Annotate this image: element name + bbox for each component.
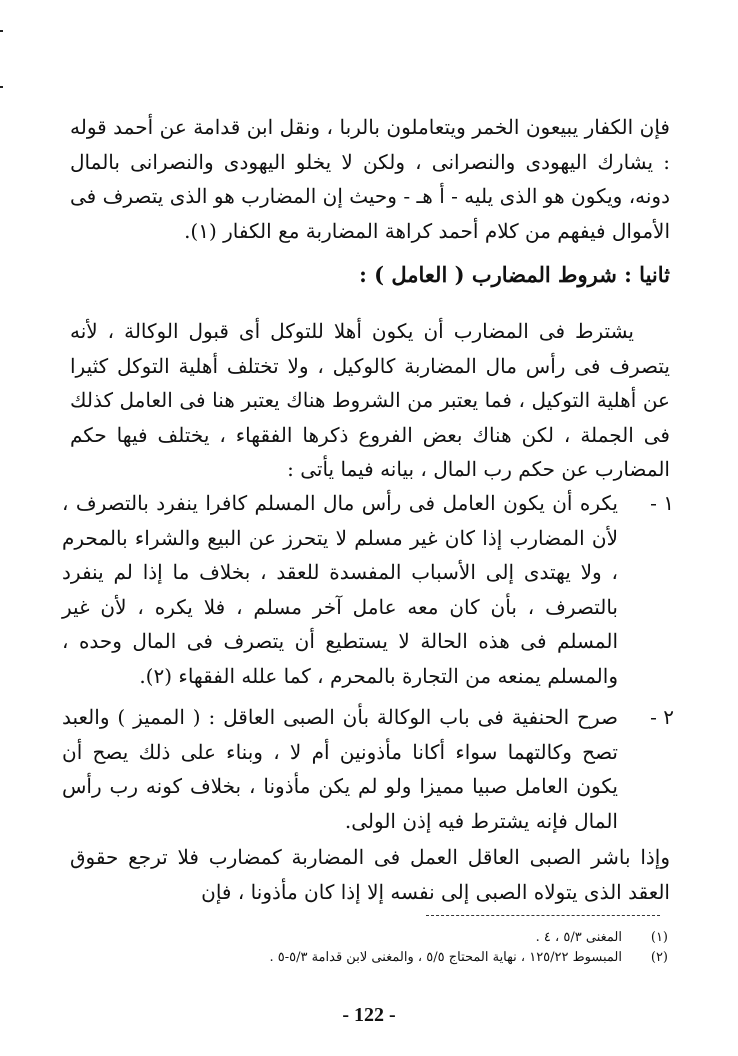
list-item-text: صرح الحنفية فى باب الوكالة بأن الصبى العاقل : ( المميز ) والعبد تصح وكالتهما سواء أكانا مأذونين أم لا ، وبناء على ذلك يصح أن يكون العامل صبيا مميزا ولو لم يكن مأذونا ، بخلاف كونه رب رأس المال فإنه يشترط فيه إذن الولى.: [62, 705, 618, 833]
paragraph-minor: [70, 840, 670, 909]
list-marker: ٢ -: [650, 705, 674, 729]
footnote-2: [68, 948, 668, 968]
list-item-text: يكره أن يكون العامل فى رأس مال المسلم كافرا ينفرد بالتصرف ، لأن المضارب إذا كان غير مسلم لا يتحرز عن البيع والشراء بالمحرم ، ولا يهتدى إلى الأسباب المفسدة للعقد ، بخلاف ما إذا لم ينفرد بالتصرف ، بأن كان معه عامل آخر مسلم ، فلا يكره ، لأن غير المسلم فى هذه الحالة لا يستطيع أن يتصرف فى المال وحده ، والمسلم يمنعه من التجارة بالمحرم ، كما علله الفقهاء (٢).: [62, 491, 618, 688]
footnote-1: [68, 928, 668, 948]
page-number: - 122 -: [342, 1004, 396, 1026]
paragraph-conditions: [70, 314, 670, 487]
paragraph-text: فإن الكفار يبيعون الخمر ويتعاملون بالربا ، ونقل ابن قدامة عن أحمد قوله : يشارك اليهودى والنصرانى ، ولكن لا يخلو اليهودى والنصرانى بالمال دونه، ويكون هو الذى يليه - أ هـ - وحيث إن المضارب هو الذى يتصرف فى الأموال فيفهم من كلام أحمد كراهة المضاربة مع الكفار (١).: [70, 115, 670, 243]
list-item-1: [62, 486, 674, 693]
footnote-number: (٢): [650, 950, 668, 965]
scan-edge-mark: [0, 30, 3, 32]
footnotes: [68, 928, 668, 968]
list-item-2: [62, 700, 674, 838]
footnote-divider: [426, 915, 660, 916]
footnote-text: المغنى ٥/٣ ، ٤ .: [535, 930, 622, 945]
section-heading: ثانيا : شروط المضارب ( العامل ) :: [359, 262, 670, 287]
paragraph-intro: [70, 110, 670, 248]
scan-edge-mark: [0, 86, 3, 88]
paragraph-text: وإذا باشر الصبى العاقل العمل فى المضاربة كمضارب فلا ترجع حقوق العقد الذى يتولاه الصبى إلى نفسه إلا إذا كان مأذونا ، فإن: [70, 845, 670, 904]
list-marker: ١ -: [650, 491, 674, 515]
footnote-text: المبسوط ١٢٥/٢٢ ، نهاية المحتاج ٥/٥ ، والمغنى لابن قدامة ٥/٣-٥ .: [269, 950, 622, 965]
footnote-number: (١): [650, 930, 668, 945]
paragraph-text: يشترط فى المضارب أن يكون أهلا للتوكل أى قبول الوكالة ، لأنه يتصرف فى رأس مال المضاربة كالوكيل ، ولا تختلف أهلية التوكل كثيرا عن أهلية التوكيل ، فما يعتبر من الشروط هناك يعتبر هنا فى العامل كذلك فى الجملة ، لكن هناك بعض الفروع ذكرها الفقهاء ، يختلف فيها حكم المضارب عن حكم رب المال ، بيانه فيما يأتى :: [70, 319, 670, 481]
